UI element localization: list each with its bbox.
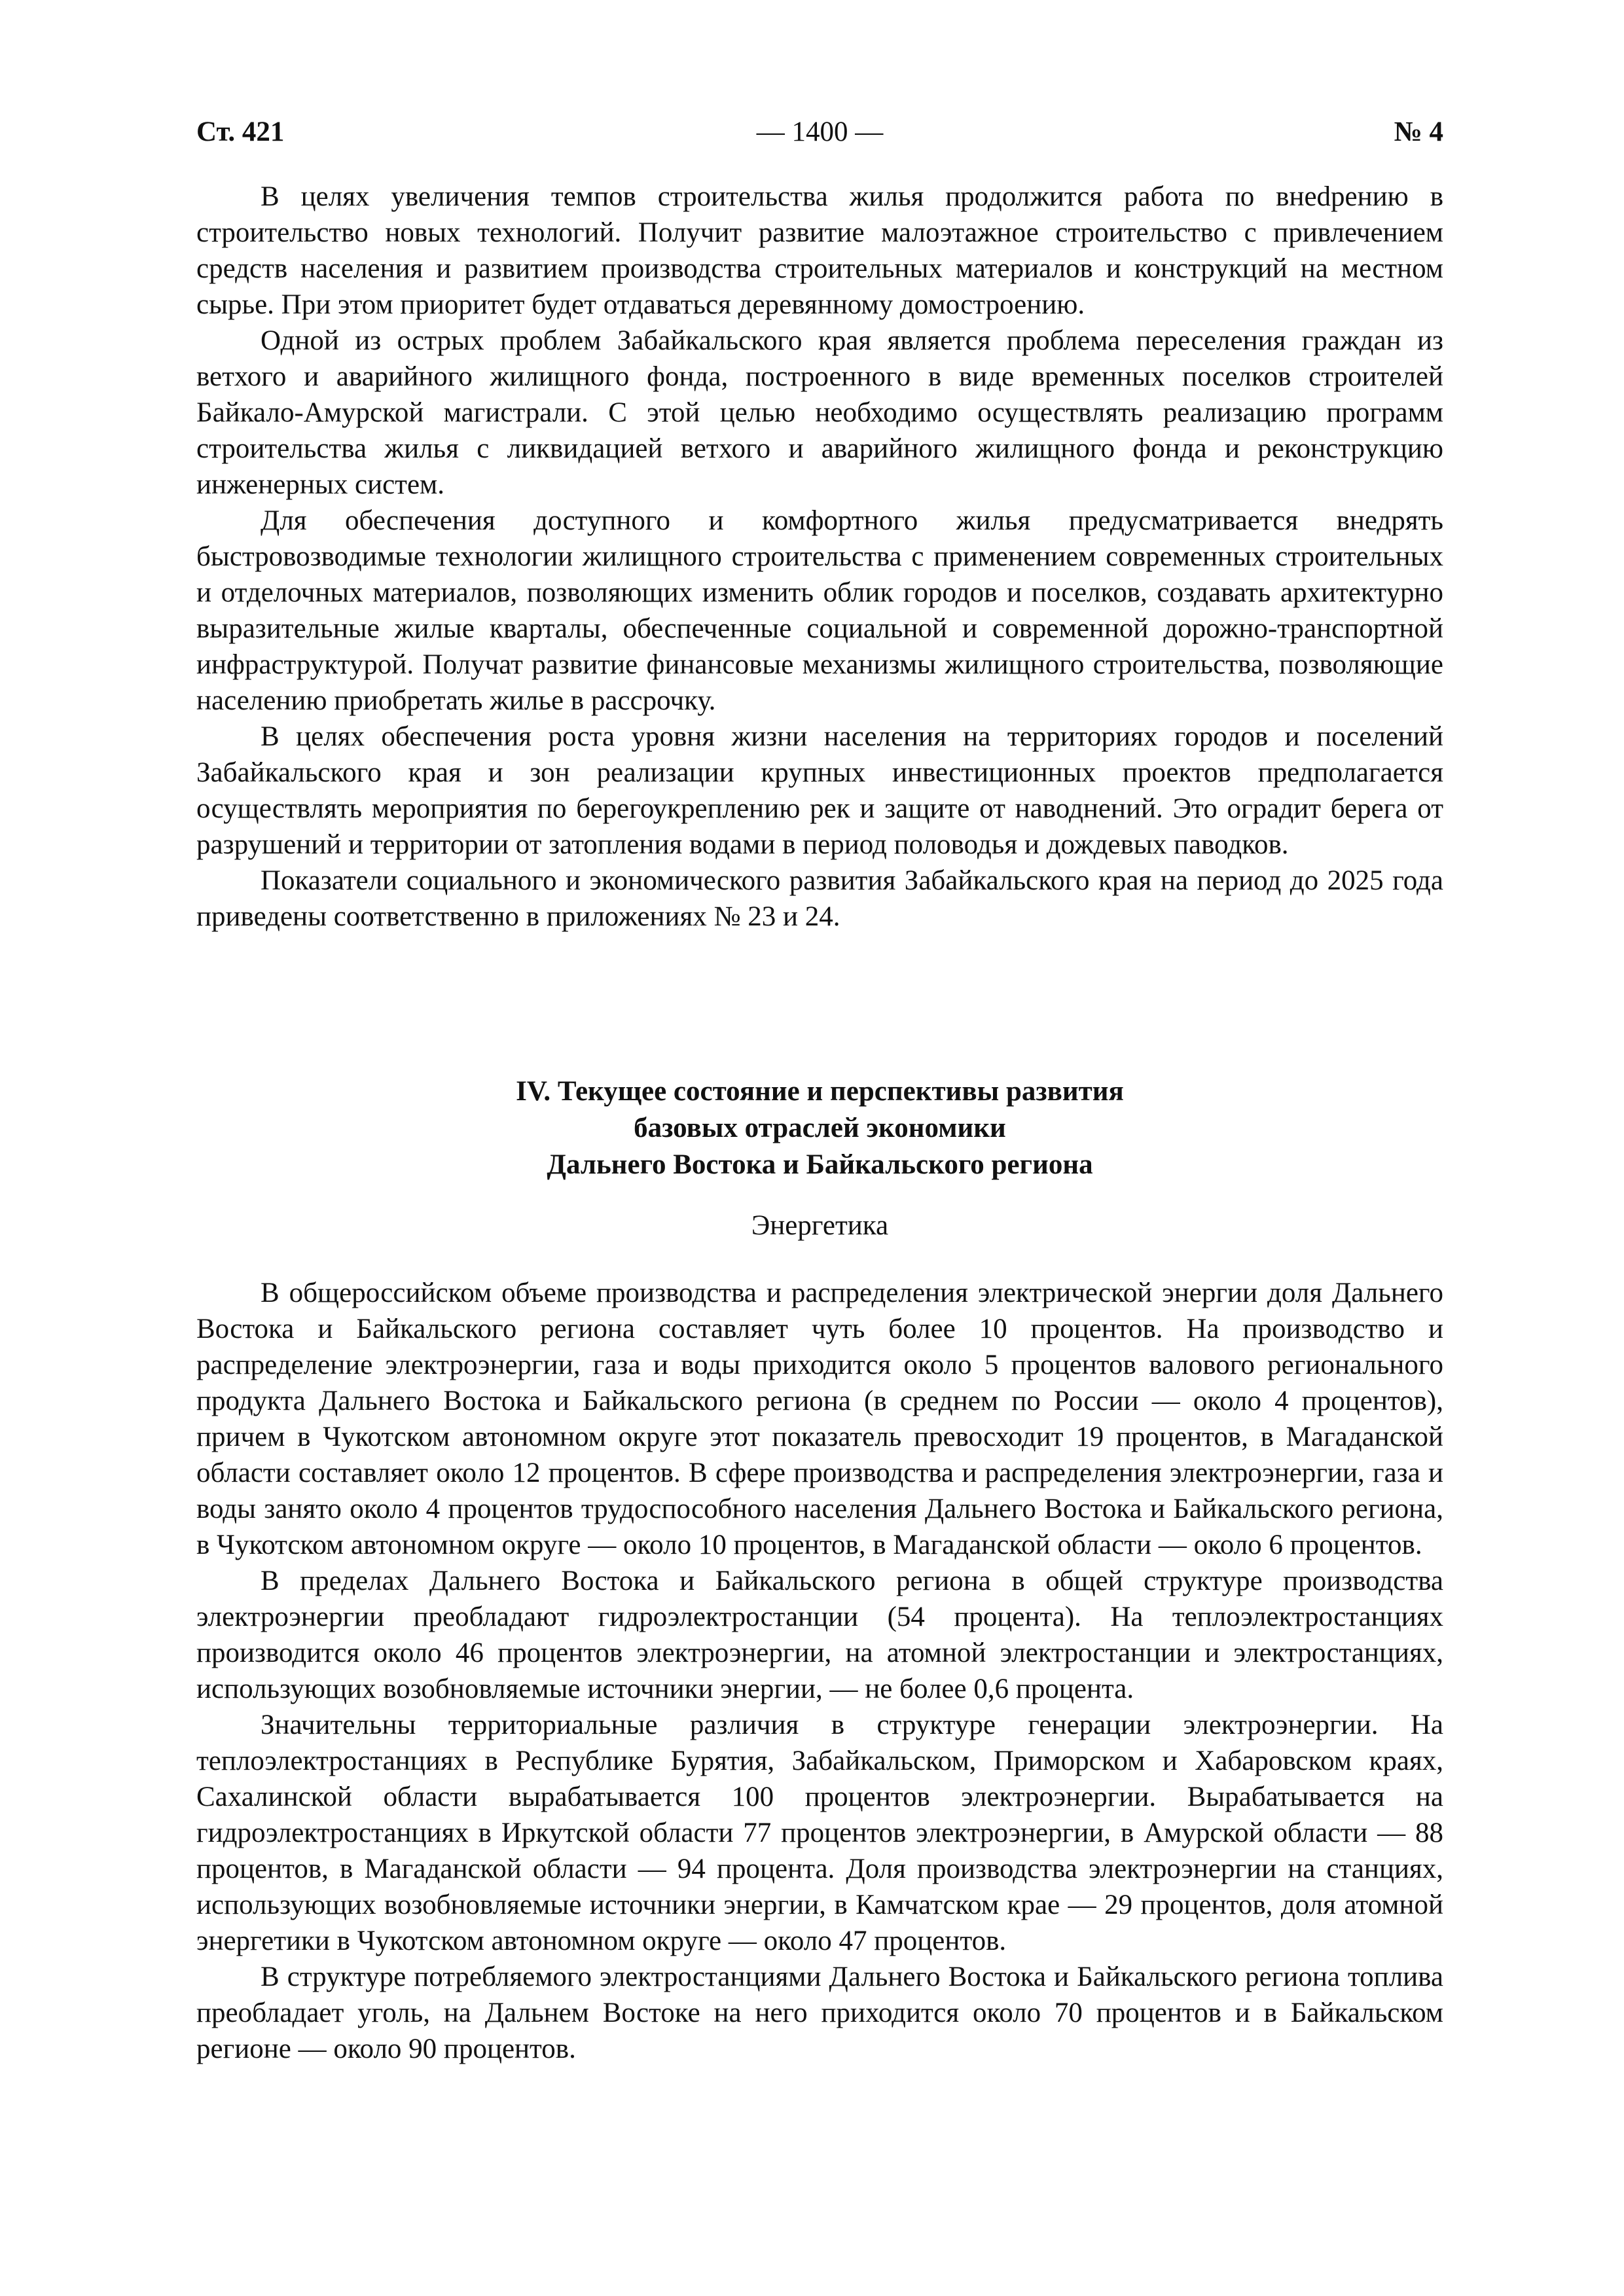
paragraph: Для обеспечения доступного и комфортного жилья предусматривается внедрять быстровозводимые технологии жилищного строительства с применением современных строительных и отделочных материалов, позволяющих изменить облик городов и поселков, создавать архитектурно выразительные жилые кварталы, обеспеченные социальной и современной дорожно-транспортной инфраструктурой. Получат развитие финансовые механизмы жилищного строительства, позволяющие населению приобретать жилье в рассрочку. [196, 505, 1443, 716]
section-heading-line: IV. Текущее состояние и перспективы развития [516, 1076, 1124, 1107]
paragraph: В структуре потребляемого электростанциями Дальнего Востока и Байкальского региона топлива преобладает уголь, на Дальнем Востоке на него приходится около 70 процентов и в Байкальском регионе — около 90 процентов. [196, 1962, 1443, 2064]
paragraph: Значительны территориальные различия в структуре генерации электроэнергии. На теплоэлектростанциях в Республике Бурятия, Забайкальском, Приморском и Хабаровском краях, Сахалинской области вырабатывается 100 процентов электроэнергии. Вырабатывается на гидроэлектростанциях в Иркутской области 77 процентов электроэнергии, в Амурской области — 88 процентов, в Магаданской области — 94 процента. Доля производства электроэнергии на станциях, использующих возобновляемые источники энергии, в Камчатском крае — 29 процентов, доля атомной энергетики в Чукотском автономном округе — около 47 процентов. [196, 1710, 1443, 1956]
section-heading-line: базовых отраслей экономики [634, 1113, 1006, 1143]
section-heading [196, 1073, 1443, 1183]
paragraph: В пределах Дальнего Востока и Байкальского региона в общей структуре производства электроэнергии преобладают гидроэлектростанции (54 процента). На теплоэлектростанциях производится около 46 процентов электроэнергии, на атомной электростанции и электростанциях, использующих возобновляемые источники энергии, — не более 0,6 процента. [196, 1566, 1443, 1704]
section-heading-line: Дальнего Востока и Байкальского региона [547, 1149, 1093, 1180]
page-header [196, 113, 1443, 152]
body-text-bottom [196, 1275, 1443, 2067]
issue-number: № 4 [1394, 117, 1443, 147]
paragraph: Показатели социального и экономического развития Забайкальского края на период до 2025 года приведены соответственно в приложениях № 23 и 24. [196, 865, 1443, 932]
body-text-top [196, 179, 1443, 935]
article-number: Ст. 421 [196, 117, 285, 147]
paragraph: В целях увеличения темпов строительства жилья продолжится работа по внеdрению в строительство новых технологий. Получит развитие малоэтажное строительство с привлечением средств населения и развитием производства строительных материалов и конструкций на местном сырье. При этом приоритет будет отдаваться деревянному домостроению. [196, 181, 1443, 320]
page-number: — 1400 — [756, 117, 884, 147]
paragraph: В общероссийском объеме производства и распределения электрической энергии доля Дальнего Востока и Байкальского региона составляет чуть более 10 процентов. На производство и распределение электроэнергии, газа и воды приходится около 5 процентов валового регионального продукта Дальнего Востока и Байкальского региона (в среднем по России — около 4 процентов), причем в Чукотском автономном округе этот показатель превосходит 19 процентов, в Магаданской области составляет около 12 процентов. В сфере производства и распределения электроэнергии, газа и воды занято около 4 процентов трудоспособного населения Дальнего Востока и Байкальского региона, в Чукотском автономном округе — около 10 процентов, в Магаданской области — около 6 процентов. [196, 1278, 1443, 1560]
paragraph: Одной из острых проблем Забайкальского края является проблема переселения граждан из ветхого и аварийного жилищного фонда, построенного в виде временных поселков строителей Байкало-Амурской магистрали. С этой целью необходимо осуществлять реализацию программ строительства жилья с ликвидацией ветхого и аварийного жилищного фонда и реконструкцию инженерных систем. [196, 325, 1443, 500]
paragraph: В целях обеспечения роста уровня жизни населения на территориях городов и поселений Забайкальского края и зон реализации крупных инвестиционных проектов предполагается осуществлять мероприятия по берегоукреплению рек и защите от наводнений. Это оградит берега от разрушений и территории от затопления водами в период половодья и дождевых паводков. [196, 721, 1443, 860]
subsection-title: Энергетика [751, 1210, 889, 1241]
